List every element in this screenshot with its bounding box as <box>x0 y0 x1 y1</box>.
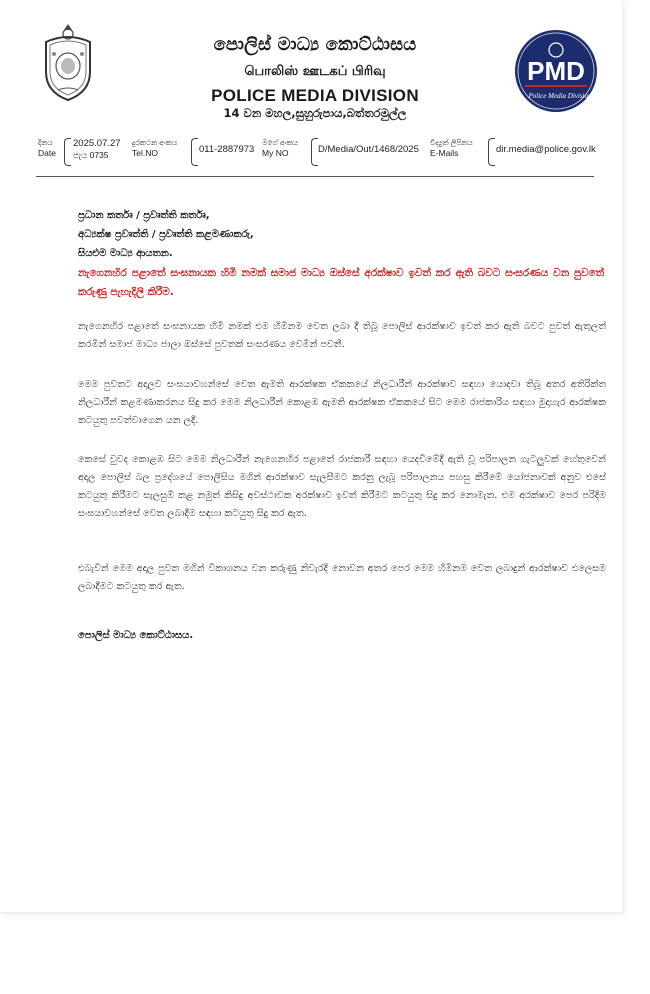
email-value <box>496 144 596 155</box>
tel-brace <box>191 138 198 166</box>
pmd-logo-subtext: Police Media Division <box>528 92 592 100</box>
pmd-logo <box>513 28 599 114</box>
email-value-text: dir.media@police.gov.lk <box>496 144 596 155</box>
pmd-logo-text: PMD <box>527 56 585 86</box>
email-brace <box>488 138 495 166</box>
myno-label-sinhala: මගේ අංකය <box>262 138 298 147</box>
tel-label <box>132 138 177 159</box>
tel-value <box>199 144 254 155</box>
org-name-english: POLICE MEDIA DIVISION <box>211 86 419 105</box>
addressee-line: සියළුම මාධ්‍ය ආයතන. <box>78 248 173 259</box>
date-label-sinhala: දිනය <box>38 138 53 147</box>
org-address: 14 වන මහල,සුහුරුපාය,බත්තරමුල්ල <box>223 106 407 120</box>
body-paragraph: කෙසේ වුවද කොළඹ සිට මෙම නිලධාරීන් නැගෙනහිර පළාතේ රාජකාරී සඳහා යෙදවීමේදී ඇති වූ පරිපාලන ගැටලුවක් හේතුවෙන් අදාල පොලිස් බල ප්‍රදේශයේ පොලිසිය මගින් ආරක්ෂාව සැලසීමට කරනු ලැබූ පරිපාලනය පහසු කිරීමේ යෝජනාවක් අනුව එසේ කටයුතු කිරීමට සැලසුම් කළ නමුත් කිසිදු අවස්ථාවක අරක්ෂාව ඉවත් කිරීමට කටයුතු සිදු කර නොමැත. එම අරක්ෂාව පෙර පරිදිම සංඝයාවහන්සේ වෙත ලබාදීම සඳහා කටයුතු සිදු කර ඇත. <box>78 454 606 519</box>
addressee-line: අධ්‍යක්ෂ ප්‍රවෘත්ති / ප්‍රවෘත්ති කළමණාකරු, <box>78 229 254 240</box>
email-label <box>430 138 473 159</box>
myno-value-text: D/Media/Out/1468/2025 <box>318 144 419 155</box>
myno-brace <box>311 138 318 166</box>
myno-value <box>318 144 419 155</box>
body-paragraph: මෙම පුවතට අදාලව සංඝයාවහන්සේ වෙත ඇමති ආරක්ෂක ඒකකයේ නිලධාරීන් ආරක්ෂාව සඳහා යොදවා තිබූ අතර අතිරික්ත නිලධාරීන් කළමණාකරනය සිදු කර මෙම නිලධාරීන් කොළඹ ඇමති ආරක්ෂක ඒකකයේ සිට මෙම රාජකාරිය සඳහා මුදාහැර ආරක්ෂක කටයුතු පවත්වාගෙන යන ලදී. <box>78 379 606 426</box>
signature-line: පොලිස් මාධ්‍ය කොට්ඨාසය. <box>78 630 194 641</box>
addressee-block <box>78 206 254 263</box>
myno-label <box>262 138 298 159</box>
body-paragraph: එබැවින් මෙම අදාල පුවත මගින් විකාශනය වන කරුණු නිවැරදි නොවන අතර පෙර මෙම හිමිනම වෙත ලබාදුන් ආරක්ෂාව එලෙසම ලබාදීමට කටයුතු කර ඇත. <box>78 563 606 592</box>
tel-value-text: 011-2887973 <box>199 144 255 155</box>
reference-info-row <box>38 138 600 168</box>
date-value <box>73 138 121 161</box>
body-paragraph: නැගෙනහිර පළාතේ සංඝනායක හිමි නමක් එම හිමිනම වෙත ලබා දී තිබූ පොලිස් ආරක්ෂාව ඉවත් කර ඇති බවට පුවත් ඇතුලත් කරමින් සමාජ මාධ්‍ය ජාලා ඔස්සේ පුවතක් සංසරණය වෙමින් පවතී. <box>78 321 606 350</box>
time-value-text: පැය 0735 <box>73 150 109 160</box>
header-divider <box>36 176 594 177</box>
date-brace <box>64 138 71 166</box>
date-value-text: 2025.07.27 <box>73 138 121 149</box>
email-label-english: E-Mails <box>430 148 459 158</box>
email-label-sinhala: විද්‍යුත් ලිපිනය <box>430 138 473 147</box>
police-emblem-logo <box>36 20 100 104</box>
addressee-line: ප්‍රධාන කර්තෘ / ප්‍රවෘත්ති කර්තෘ, <box>78 210 210 221</box>
myno-label-english: My NO <box>262 148 289 158</box>
date-label <box>38 138 56 159</box>
subject-headline: නැගෙනහිර පළාතේ සංඝනායක හිමි නමක් සමාජ මාධ්‍ය ඔස්සේ අරක්ෂාව ඉවත් කර ඇති බවට සංසරණය වන පුවතේ කරුණු පැහැදිලි කිරීම. <box>78 267 604 298</box>
tel-label-sinhala: දුරකථන අංකය <box>132 138 178 147</box>
org-name-tamil: பொலிஸ் ஊடகப் பிரிவு <box>244 64 386 79</box>
org-name-sinhala: පොලිස් මාධ්‍ය කොට්ඨාසය <box>213 34 417 55</box>
date-label-english: Date <box>38 148 56 158</box>
tel-label-english: Tel.NO <box>132 148 158 158</box>
